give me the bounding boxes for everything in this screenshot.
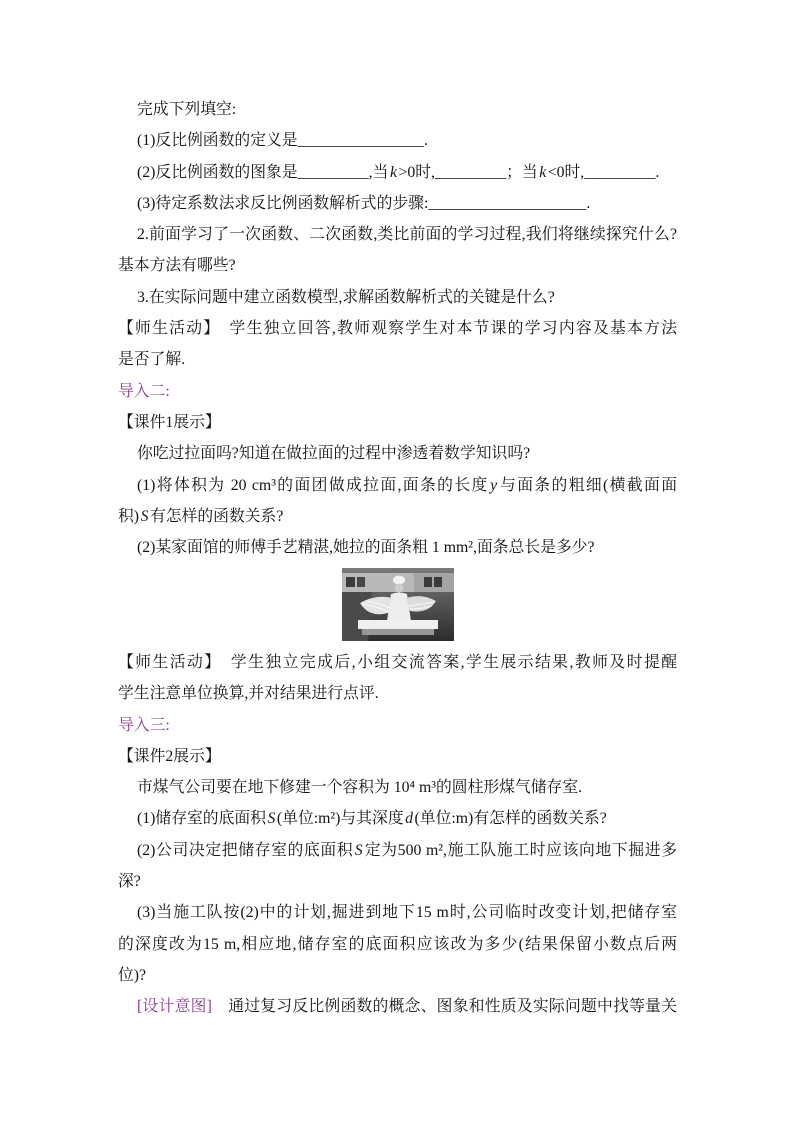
paragraph <box>118 835 677 898</box>
text-run: 市煤气公司要在地下修建一个容积为 10⁴ m³的圆柱形煤气储存室. <box>137 779 583 797</box>
math-variable: k <box>389 163 397 181</box>
text-line <box>118 250 677 281</box>
photo-figure <box>342 568 454 641</box>
text-run: 【师生活动】 学生独立回答,教师观察学生对本节课的学习内容及基本方法 <box>118 320 677 338</box>
activity-paragraph <box>118 741 677 772</box>
paragraph <box>118 803 677 834</box>
text-run: 【课件1展示】 <box>118 413 221 431</box>
activity-paragraph <box>118 647 677 710</box>
text-line <box>118 991 677 1022</box>
design-intent-label: [设计意图] <box>137 998 212 1016</box>
text-line <box>118 772 677 803</box>
text-run: <0时,_________. <box>547 163 660 181</box>
text-line <box>118 532 677 563</box>
paragraph <box>118 470 677 533</box>
text-run: (1)将体积为 20 cm³的面团做成拉面,面条的长度 <box>137 476 489 494</box>
document-page <box>118 94 677 1023</box>
text-run: >0时,_________；当 <box>398 163 538 181</box>
section-heading <box>118 710 677 741</box>
text-run: 导入三: <box>118 716 170 734</box>
text-line <box>118 94 677 125</box>
math-variable: S <box>267 810 276 828</box>
text-run: 通过复习反比例函数的概念、图象和性质及实际问题中找等量关 <box>211 998 677 1016</box>
text-run: (1)储存室的底面积 <box>137 810 266 828</box>
text-run: 积) <box>118 507 140 525</box>
paragraph <box>118 532 677 563</box>
text-line <box>118 929 677 960</box>
text-run: (1)反比例函数的定义是________________. <box>137 132 428 150</box>
text-run: 学生注意单位换算,并对结果进行点评. <box>118 685 379 703</box>
text-line <box>118 866 677 897</box>
math-variable: S <box>354 841 363 859</box>
text-run: (单位:m²)与其深度 <box>276 810 404 828</box>
math-variable: d <box>405 810 414 828</box>
text-line <box>118 157 677 188</box>
paragraph <box>118 219 677 282</box>
text-run: 深? <box>118 873 141 891</box>
text-run: 完成下列填空: <box>137 101 237 118</box>
text-line <box>118 960 677 991</box>
paragraph <box>118 94 677 125</box>
activity-paragraph <box>118 407 677 438</box>
activity-paragraph <box>118 313 677 376</box>
text-run: (3)待定系数法求反比例函数解析式的步骤:____________________. <box>137 194 591 212</box>
text-line <box>118 835 677 866</box>
text-run: 2.前面学习了一次函数、二次函数,类比前面的学习过程,我们将继续探究什么? <box>137 226 677 244</box>
text-run: 3.在实际问题中建立函数模型,求解函数解析式的关键是什么? <box>137 288 555 306</box>
text-line <box>118 376 677 407</box>
text-run: 基本方法有哪些? <box>118 257 236 275</box>
paragraph <box>118 157 677 188</box>
math-variable: S <box>140 507 149 525</box>
text-line <box>118 407 677 438</box>
text-run: 【课件2展示】 <box>118 747 221 765</box>
text-run: (2)公司决定把储存室的底面积 <box>137 841 354 859</box>
text-run: (2)某家面馆的师傅手艺精湛,她拉的面条粗 1 mm²,面条总长是多少? <box>137 539 595 557</box>
text-line <box>118 647 677 678</box>
text-line <box>118 219 677 250</box>
paragraph <box>118 438 677 469</box>
paragraph <box>118 772 677 803</box>
text-run: 你吃过拉面吗?知道在做拉面的过程中渗透着数学知识吗? <box>137 445 531 463</box>
text-line <box>118 344 677 375</box>
text-line <box>118 803 677 834</box>
text-line <box>118 897 677 928</box>
text-run: (3)当施工队按(2)中的计划,掘进到地下15 m时,公司临时改变计划,把储存室 <box>137 904 677 922</box>
text-line <box>118 188 677 219</box>
text-line <box>118 678 677 709</box>
text-line <box>118 125 677 156</box>
text-line <box>118 501 677 532</box>
text-run: 是否了解. <box>118 351 186 369</box>
text-run: 定为500 m²,施工队施工时应该向地下掘进多 <box>364 841 677 859</box>
text-line <box>118 710 677 741</box>
text-run: 位)? <box>118 966 147 984</box>
text-line <box>118 313 677 344</box>
text-line <box>118 438 677 469</box>
math-variable: y <box>490 476 498 494</box>
paragraph <box>118 282 677 313</box>
text-run: 导入二: <box>118 382 170 400</box>
text-run: 与面条的粗细(横截面面 <box>498 476 677 494</box>
text-line <box>118 741 677 772</box>
text-run: (单位:m)有怎样的函数关系? <box>414 810 607 828</box>
paragraph <box>118 125 677 156</box>
text-line <box>118 282 677 313</box>
math-variable: k <box>539 163 547 181</box>
section-heading <box>118 376 677 407</box>
text-run: 【师生活动】 学生独立完成后,小组交流答案,学生展示结果,教师及时提醒 <box>118 653 677 671</box>
text-run: 有怎样的函数关系? <box>149 507 284 525</box>
text-run: 的深度改为15 m,相应地,储存室的底面积应该改为多少(结果保留小数点后两 <box>118 935 677 953</box>
paragraph <box>118 897 677 991</box>
text-line <box>118 470 677 501</box>
text-run: (2)反比例函数的图象是_________,当 <box>137 163 389 181</box>
paragraph <box>118 991 677 1022</box>
paragraph <box>118 188 677 219</box>
noodle-pulling-photo <box>342 568 454 641</box>
